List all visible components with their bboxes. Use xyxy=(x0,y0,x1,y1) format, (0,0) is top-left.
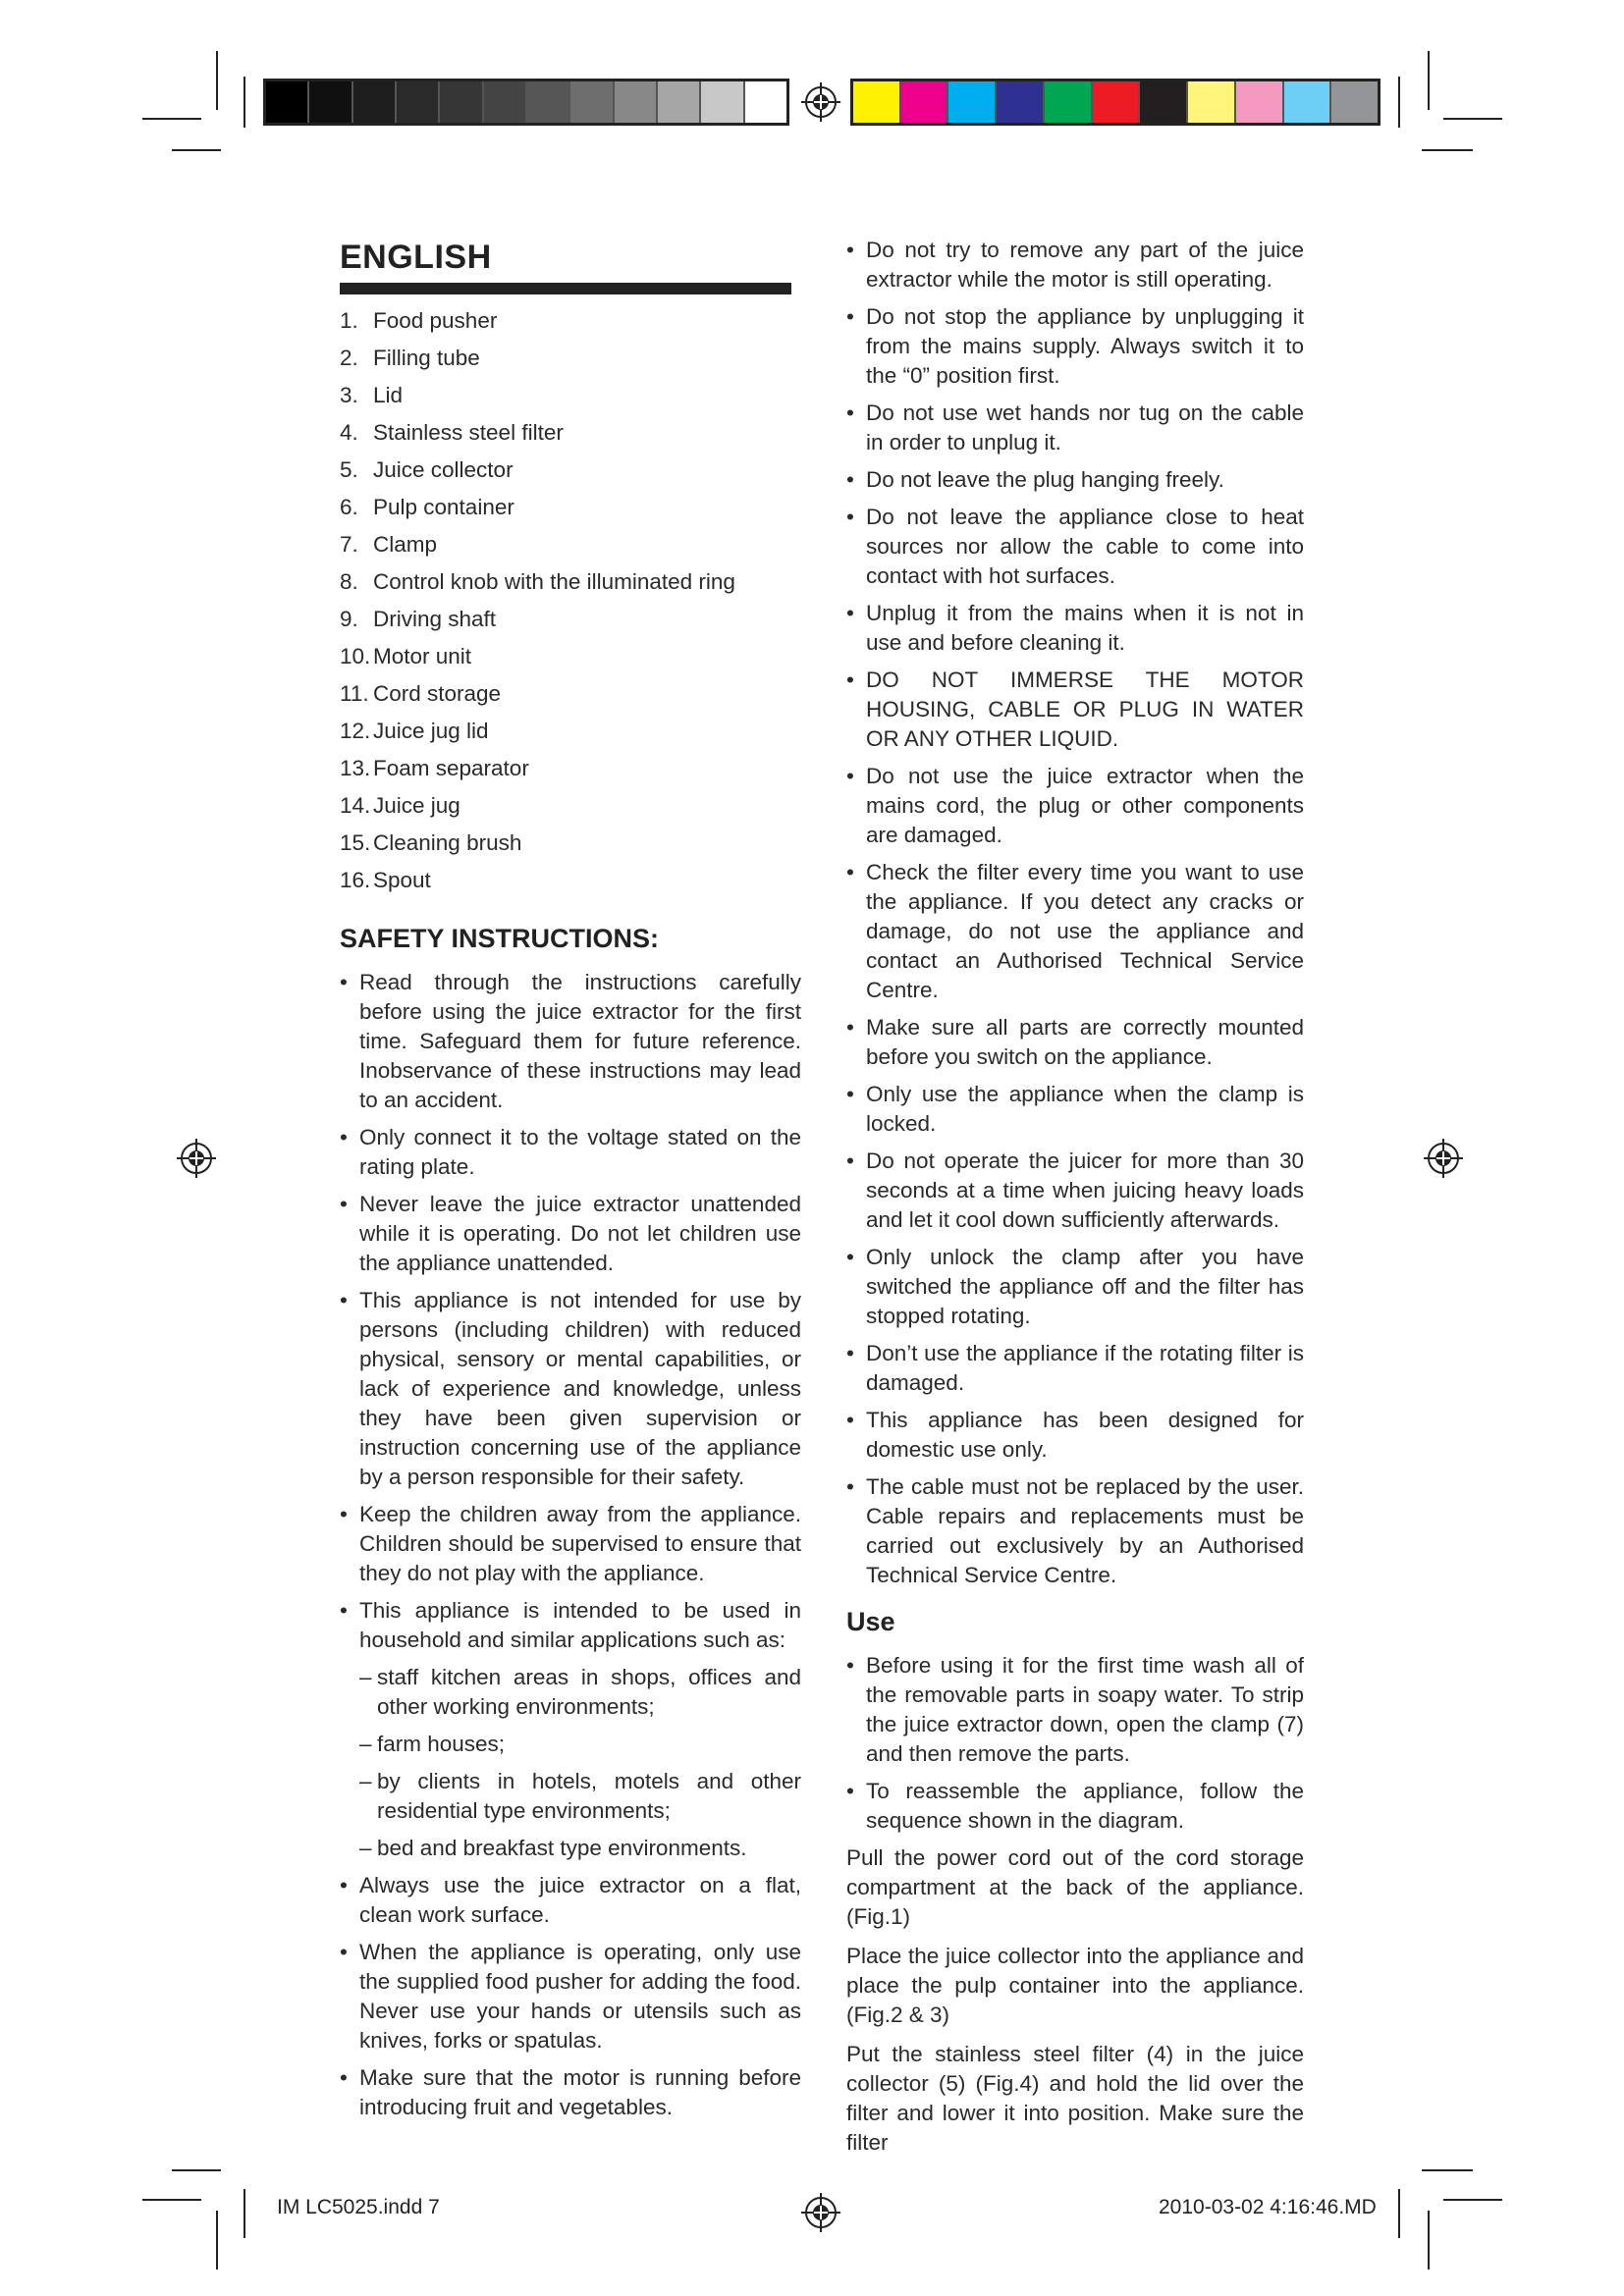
part-number: 16. xyxy=(340,868,371,892)
color-swatch xyxy=(658,81,701,123)
safety-item: • Do not operate the juicer for more than 30 seconds at a time when juicing heavy loads and let it cool down sufficiently afterwards. xyxy=(846,1147,1304,1235)
safety-item: • Do not use the juice extractor when the mains cord, the plug or other components are damaged. xyxy=(846,762,1304,850)
color-swatch xyxy=(901,81,949,123)
safety-list-right xyxy=(846,236,1304,1590)
color-swatch xyxy=(1140,81,1188,123)
safety-item: • Make sure all parts are correctly mounted before you switch on the appliance. xyxy=(846,1013,1304,1072)
heading-rule xyxy=(340,283,791,294)
color-swatch xyxy=(309,81,352,123)
safety-item: • Only use the appliance when the clamp is locked. xyxy=(846,1080,1304,1139)
registration-mark-icon xyxy=(1424,1139,1463,1178)
color-swatch xyxy=(745,81,786,123)
crop-mark-tr-h xyxy=(1443,118,1502,120)
part-number: 3. xyxy=(340,383,358,407)
safety-list-left xyxy=(340,968,801,2122)
color-swatch xyxy=(527,81,570,123)
part-label: Filling tube xyxy=(373,346,480,370)
safety-item: • Check the filter every time you want to use the appliance. If you detect any cracks or damage, do not use the appliance and contact an Authorised Technical Service Centre. xyxy=(846,858,1304,1005)
crop-mark-tr-v2 xyxy=(1398,77,1400,128)
safety-item: • Do not leave the appliance close to heat sources nor allow the cable to come into contact with hot surfaces. xyxy=(846,503,1304,591)
crop-mark-bl-v2 xyxy=(244,2189,245,2238)
crop-mark-br-h xyxy=(1422,2169,1473,2171)
crop-mark-bl-h xyxy=(172,2169,221,2171)
safety-item: • Only unlock the clamp after you have switched the appliance off and the filter has stopped rotating. xyxy=(846,1243,1304,1331)
part-item xyxy=(340,455,801,493)
part-label: Control knob with the illuminated ring xyxy=(373,569,735,594)
application-item: – by clients in hotels, motels and other residential type environments; xyxy=(340,1767,801,1826)
color-swatch xyxy=(266,81,309,123)
safety-item: • Always use the juice extractor on a flat, clean work surface. xyxy=(340,1871,801,1930)
part-label: Stainless steel filter xyxy=(373,420,564,445)
part-item xyxy=(340,754,801,791)
part-item xyxy=(340,791,801,828)
safety-item: • Make sure that the motor is running before introducing fruit and vegetables. xyxy=(340,2063,801,2122)
part-number: 9. xyxy=(340,607,358,631)
crop-mark-tr-h2 xyxy=(1422,149,1473,151)
footer-timestamp: 2010-03-02 4:16:46.MD xyxy=(1159,2196,1377,2218)
footer-file: IM LC5025.indd 7 xyxy=(277,2196,440,2218)
grayscale-bar xyxy=(263,79,789,126)
use-paragraph: Place the juice collector into the appliance and place the pulp container into the appliance. (Fig.2 & 3) xyxy=(846,1944,1304,2027)
part-number: 7. xyxy=(340,532,358,557)
color-swatch xyxy=(701,81,744,123)
color-swatch xyxy=(353,81,397,123)
color-swatch xyxy=(1093,81,1141,123)
part-number: 10. xyxy=(340,644,371,668)
registration-mark-icon xyxy=(801,2193,840,2232)
crop-mark-tl-v2 xyxy=(244,77,245,128)
part-item xyxy=(340,381,801,418)
color-swatch xyxy=(1236,81,1284,123)
crop-mark-bl-h2 xyxy=(142,2199,201,2201)
left-column xyxy=(340,236,801,2130)
part-number: 1. xyxy=(340,308,358,333)
safety-item: • When the appliance is operating, only use the supplied food pusher for adding the food. Never use your hands or utensils such as knives, forks or spatulas. xyxy=(340,1938,801,2056)
part-number: 6. xyxy=(340,495,358,519)
color-bar xyxy=(850,79,1380,126)
safety-item: • Unplug it from the mains when it is not in use and before cleaning it. xyxy=(846,599,1304,658)
crop-mark-tl-v xyxy=(216,51,218,110)
crop-mark-tl-h2 xyxy=(172,149,221,151)
safety-item: • Do not use wet hands nor tug on the cable in order to unplug it. xyxy=(846,399,1304,457)
use-list xyxy=(846,1651,1304,1836)
part-item xyxy=(340,605,801,642)
part-item xyxy=(340,418,801,455)
crop-mark-tl-h xyxy=(142,118,201,120)
color-swatch xyxy=(948,81,997,123)
part-item xyxy=(340,344,801,381)
safety-item: • This appliance is not intended for use by persons (including children) with reduced physical, sensory or mental capabilities, or lack of experience and knowledge, unless they have been given supervision or instruction concerning use of the appliance by a person responsible for their safety. xyxy=(340,1286,801,1492)
part-label: Juice jug lid xyxy=(373,719,489,743)
use-heading: Use xyxy=(846,1607,895,1636)
safety-item: • This appliance has been designed for domestic use only. xyxy=(846,1406,1304,1465)
crop-mark-br-v2 xyxy=(1398,2189,1400,2238)
safety-item: • Do not try to remove any part of the juice extractor while the motor is still operating. xyxy=(846,236,1304,294)
part-label: Cord storage xyxy=(373,681,502,706)
part-label: Pulp container xyxy=(373,495,514,519)
crop-mark-br-v xyxy=(1428,2211,1430,2269)
safety-item: • Don’t use the appliance if the rotating filter is damaged. xyxy=(846,1339,1304,1398)
safety-item: • Do not stop the appliance by unplugging it from the mains supply. Always switch it to the “0” position first. xyxy=(846,302,1304,391)
part-label: Cleaning brush xyxy=(373,830,522,855)
safety-heading: SAFETY INSTRUCTIONS: xyxy=(340,924,660,953)
use-paragraph: Put the stainless steel filter (4) in the juice collector (5) (Fig.4) and hold the lid over the filter and lower it into position. Make sure the filter xyxy=(846,2042,1304,2155)
safety-item: • Never leave the juice extractor unattended while it is operating. Do not let children use the appliance unattended. xyxy=(340,1190,801,1278)
parts-list xyxy=(340,306,801,903)
color-swatch xyxy=(484,81,527,123)
part-item xyxy=(340,717,801,754)
safety-item: • Keep the children away from the appliance. Children should be supervised to ensure that they do not play with the appliance. xyxy=(340,1500,801,1588)
part-label: Clamp xyxy=(373,532,438,557)
color-swatch xyxy=(1045,81,1093,123)
part-item xyxy=(340,679,801,717)
safety-item: • Only connect it to the voltage stated on the rating plate. xyxy=(340,1123,801,1182)
use-paragraph: Pull the power cord out of the cord storage compartment at the back of the appliance. (Fig.1) xyxy=(846,1845,1304,1929)
registration-mark-icon xyxy=(801,82,840,122)
part-item xyxy=(340,567,801,605)
part-number: 13. xyxy=(340,756,371,780)
safety-item: • This appliance is intended to be used in household and similar applications such as: xyxy=(340,1596,801,1655)
application-item: – staff kitchen areas in shops, offices and other working environments; xyxy=(340,1663,801,1722)
use-item: • To reassemble the appliance, follow the sequence shown in the diagram. xyxy=(846,1777,1304,1836)
color-swatch xyxy=(997,81,1045,123)
language-heading: ENGLISH xyxy=(340,239,492,276)
part-item xyxy=(340,866,801,903)
part-item xyxy=(340,306,801,344)
color-swatch xyxy=(570,81,614,123)
part-number: 15. xyxy=(340,830,371,855)
part-number: 11. xyxy=(340,681,369,706)
part-item xyxy=(340,493,801,530)
part-number: 4. xyxy=(340,420,358,445)
part-label: Motor unit xyxy=(373,644,472,668)
part-label: Spout xyxy=(373,868,431,892)
color-swatch xyxy=(1284,81,1332,123)
part-number: 2. xyxy=(340,346,358,370)
registration-mark-icon xyxy=(177,1139,216,1178)
part-number: 5. xyxy=(340,457,358,482)
crop-mark-tr-v xyxy=(1428,51,1430,110)
safety-item: • The cable must not be replaced by the user. Cable repairs and replacements must be carried out exclusively by an Authorised Technical Service Centre. xyxy=(846,1472,1304,1590)
color-swatch xyxy=(397,81,440,123)
part-label: Juice collector xyxy=(373,457,514,482)
part-item xyxy=(340,642,801,679)
part-item xyxy=(340,828,801,866)
use-item: • Before using it for the first time wash all of the removable parts in soapy water. To strip the juice extractor down, open the clamp (7) and then remove the parts. xyxy=(846,1651,1304,1769)
safety-item: • DO NOT IMMERSE THE MOTOR HOUSING, CABLE OR PLUG IN WATER OR ANY OTHER LIQUID. xyxy=(846,666,1304,754)
crop-mark-bl-v xyxy=(216,2211,218,2269)
application-item: – farm houses; xyxy=(340,1730,801,1759)
color-swatch xyxy=(440,81,483,123)
application-item: – bed and breakfast type environments. xyxy=(340,1834,801,1863)
use-paragraphs xyxy=(846,1843,1304,2158)
part-label: Food pusher xyxy=(373,308,498,333)
part-number: 14. xyxy=(340,793,371,818)
part-label: Driving shaft xyxy=(373,607,497,631)
color-swatch xyxy=(853,81,901,123)
part-number: 12. xyxy=(340,719,371,743)
crop-mark-br-h2 xyxy=(1443,2199,1502,2201)
part-label: Juice jug xyxy=(373,793,460,818)
color-swatch xyxy=(1331,81,1378,123)
color-swatch xyxy=(615,81,658,123)
color-swatch xyxy=(1188,81,1236,123)
safety-item: • Read through the instructions carefully before using the juice extractor for the first time. Safeguard them for future reference. Inobservance of these instructions may lead to an accident. xyxy=(340,968,801,1115)
part-item xyxy=(340,530,801,567)
part-label: Lid xyxy=(373,383,404,407)
part-label: Foam separator xyxy=(373,756,529,780)
part-number: 8. xyxy=(340,569,358,594)
right-column xyxy=(846,236,1304,2167)
safety-item: • Do not leave the plug hanging freely. xyxy=(846,465,1304,495)
